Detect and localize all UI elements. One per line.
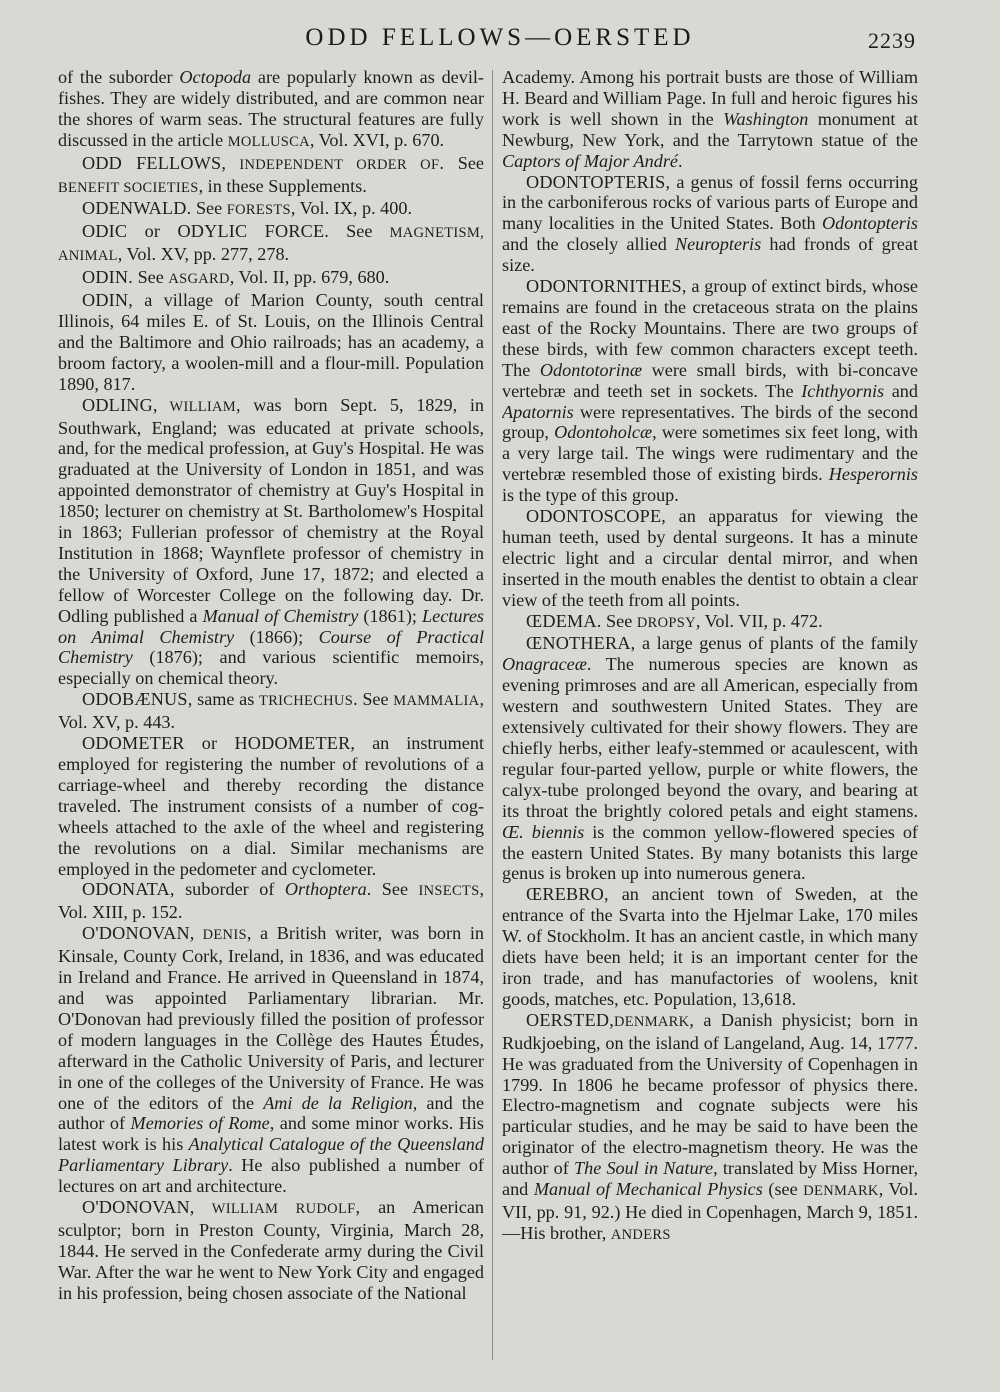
entry-octopoda-continued: of the suborder Octopoda are popularly known as devil-fishes. They are widely distributed, and are common near the shores of warm seas. The structural features are fully discussed in the article MOLLUSCA, Vol. XVI, p. 670. — [58, 67, 484, 150]
entry-odin-village: ODIN, a village of Marion County, south central Illinois, 64 miles E. of St. Louis, on the Illinois Central and the Baltimore and Ohio railroads; has an academy, a broom factory, a woolen-mill and a flour-mill. Population 1890, 817. — [58, 290, 484, 394]
headword: OERSTED, — [526, 1009, 614, 1030]
headword: ODLING, — [82, 394, 158, 415]
running-head — [0, 22, 1000, 62]
running-title: ODD FELLOWS—OERSTED — [305, 24, 695, 51]
entry-odontoscope: ODONTOSCOPE, an apparatus for viewing the human teeth, used by dental surgeons. It has a minute electric light and a circular dental mirror, and when inserted in the mouth enables the dentist to obtain a clear view of the teeth from all points. — [502, 506, 918, 610]
headword: O'DONOVAN, — [82, 923, 195, 944]
headword: ODOMETER or HODOMETER, — [82, 733, 356, 754]
headword: ŒNOTHERA, — [526, 633, 636, 654]
entry-odontornithes: ODONTORNITHES, a group of extinct birds, whose remains are found in the cretaceous strata on the plains east of the Rocky Mountains. There are two groups of these birds, with few common characters except teeth. The Odontotorinæ were small birds, with bi-concave vertebræ and teeth set in sockets. The Ichthyornis and Apatornis were representatives. The birds of the second group, Odontoholcæ, were sometimes six feet long, with a very large tail. The wings were rudimentary and the vertebræ resembled those of existing birds. Hesperornis is the type of this group. — [502, 276, 918, 506]
entry-odonovan-william-continued: Academy. Among his portrait busts are those of William H. Beard and William Page. In full and heroic figures his work is well shown in the Washington monument at Newburg, New York, and the Tarrytown statue of the Captors of Major André. — [502, 67, 918, 171]
entry-odobaenus: ODOBÆNUS, same as TRICHECHUS. See MAMMALIA, Vol. XV, p. 443. — [58, 689, 484, 733]
right-column — [502, 67, 918, 1367]
headword: ODIN, — [82, 290, 134, 311]
left-column — [58, 67, 484, 1367]
entry-oenothera: ŒNOTHERA, a large genus of plants of the family Onagraceæ. The numerous species are known as evening primroses and are all American, especially from western and southwestern United States. They are extensively cultivated for their showy flowers. They are chiefly herbs, either leafy-stemmed or acaulescent, with regular four-parted yellow, purple or white flowers, the calyx-tube prolonged beyond the ovary, and bearing at its throat the brightly colored petals and eight stamens. Œ. biennis is the common yellow-flowered species of the eastern United States. By many botanists this large genus is broken up into numerous genera. — [502, 633, 918, 884]
headword: ODONTOPTERIS, — [526, 171, 671, 192]
entry-odontopteris: ODONTOPTERIS, a genus of fossil ferns occurring in the carboniferous rocks of various parts of Europe and many localities in the United States. Both Odontopteris and the closely allied Neuropteris had fronds of great size. — [502, 171, 918, 276]
headword: ODONTORNITHES, — [526, 276, 687, 297]
page-number: 2239 — [868, 28, 916, 53]
headword: ODIN. — [82, 267, 134, 288]
entry-odenwald: ODENWALD. See FORESTS, Vol. IX, p. 400. — [82, 198, 413, 219]
headword: ODD FELLOWS, — [82, 152, 227, 173]
entry-odonovan-william: O'DONOVAN, WILLIAM RUDOLF, an American sculptor; born in Preston County, Virginia, March 28, 1844. He served in the Confederate army during the Civil War. After the war he went to New York City and engaged in his profession, being chosen associate of the National — [58, 1197, 484, 1303]
headword: ODONTOSCOPE, — [526, 506, 667, 527]
entry-odic-force: ODIC or ODYLIC FORCE. See MAGNETISM, ANIMAL, Vol. XV, pp. 277, 278. — [58, 221, 484, 265]
entry-odd-fellows: ODD FELLOWS, INDEPENDENT ORDER OF. See BENEFIT SOCIETIES, in these Supplements. — [58, 152, 484, 196]
entry-odin-see: ODIN. See ASGARD, Vol. II, pp. 679, 680. — [82, 267, 390, 288]
headword: ODOBÆNUS, — [82, 689, 193, 710]
entry-odonata: ODONATA, suborder of Orthoptera. See INSECTS, Vol. XIII, p. 152. — [58, 879, 484, 923]
headword: O'DONOVAN, — [82, 1197, 195, 1218]
headword: ODONATA, — [82, 879, 175, 900]
entry-oedema: ŒDEMA. See DROPSY, Vol. VII, p. 472. — [526, 610, 823, 631]
entry-odometer: ODOMETER or HODOMETER, an instrument employed for registering the number of revolutions of a carriage-wheel and thereby recording the distance traveled. The instrument consists of a number of cog-wheels attached to the axle of the wheel and registering the revolutions on a dial. Similar mechanisms are employed in the pedometer and cyclometer. — [58, 733, 484, 879]
headword: ODIC or ODYLIC FORCE. — [82, 221, 330, 242]
column-rule — [492, 70, 493, 1360]
headword: ŒDEMA. — [526, 610, 602, 631]
entry-odling: ODLING, WILLIAM, was born Sept. 5, 1829, in Southwark, England; was educated at private schools, and, for the medical profession, at Guy's Hospital. He was graduated at the University of London in 1851, and was appointed demonstrator of chemistry at Guy's Hospital in 1850; lecturer on chemistry at St. Bartholomew's Hospital in 1863; Fullerian professor of chemistry at the Royal Institution in 1868; Waynflete professor of chemistry in the University of Oxford, June 17, 1872; and elected a fellow of Worcester College on the following day. Dr. Odling published a Manual of Chemistry (1861); Lectures on Animal Chemistry (1866); Course of Practical Chemistry (1876); and various scientific memoirs, especially on chemical theory. — [58, 394, 484, 689]
entry-oersted: OERSTED,DENMARK, a Danish physicist; born in Rudkjoebing, on the island of Langeland, Aug. 14, 1777. He was graduated from the University of Copenhagen in 1799. In 1806 he became professor of physics there. Electro-magnetism and cognate subjects were his particular studies, and he may be said to have been the originator of the electro-magnetism theory. He was the author of The Soul in Nature, translated by Miss Horner, and Manual of Mechanical Physics (see DENMARK, Vol. VII, pp. 91, 92.) He died in Copenhagen, March 9, 1851.—His brother, ANDERS — [502, 1009, 918, 1243]
headword: ŒREBRO, — [526, 884, 609, 905]
headword: ODENWALD. — [82, 198, 192, 219]
entry-odonovan-denis: O'DONOVAN, DENIS, a British writer, was born in Kinsale, County Cork, Ireland, in 1836, and was educated in Ireland and France. He arrived in Queensland in 1874, and was appointed Parliamentary librarian. Mr. O'Donovan had previously filled the position of professor of modern languages in the Collège des Hautes Études, afterward in the Catholic University of Paris, and lecturer in one of the colleges of the University of France. He was one of the editors of the Ami de la Religion, and the author of Memories of Rome, and some minor works. His latest work is his Analytical Catalogue of the Queensland Parliamentary Library. He also published a number of lectures on art and architecture. — [58, 923, 484, 1197]
entry-oerebro: ŒREBRO, an ancient town of Sweden, at the entrance of the Svarta into the Hjelmar Lake, 170 miles W. of Stockholm. It has an ancient castle, in which many diets have been held; it is an important center for the iron trade, and has manufactories of woolens, knit goods, matches, etc. Population, 13,618. — [502, 884, 918, 1009]
